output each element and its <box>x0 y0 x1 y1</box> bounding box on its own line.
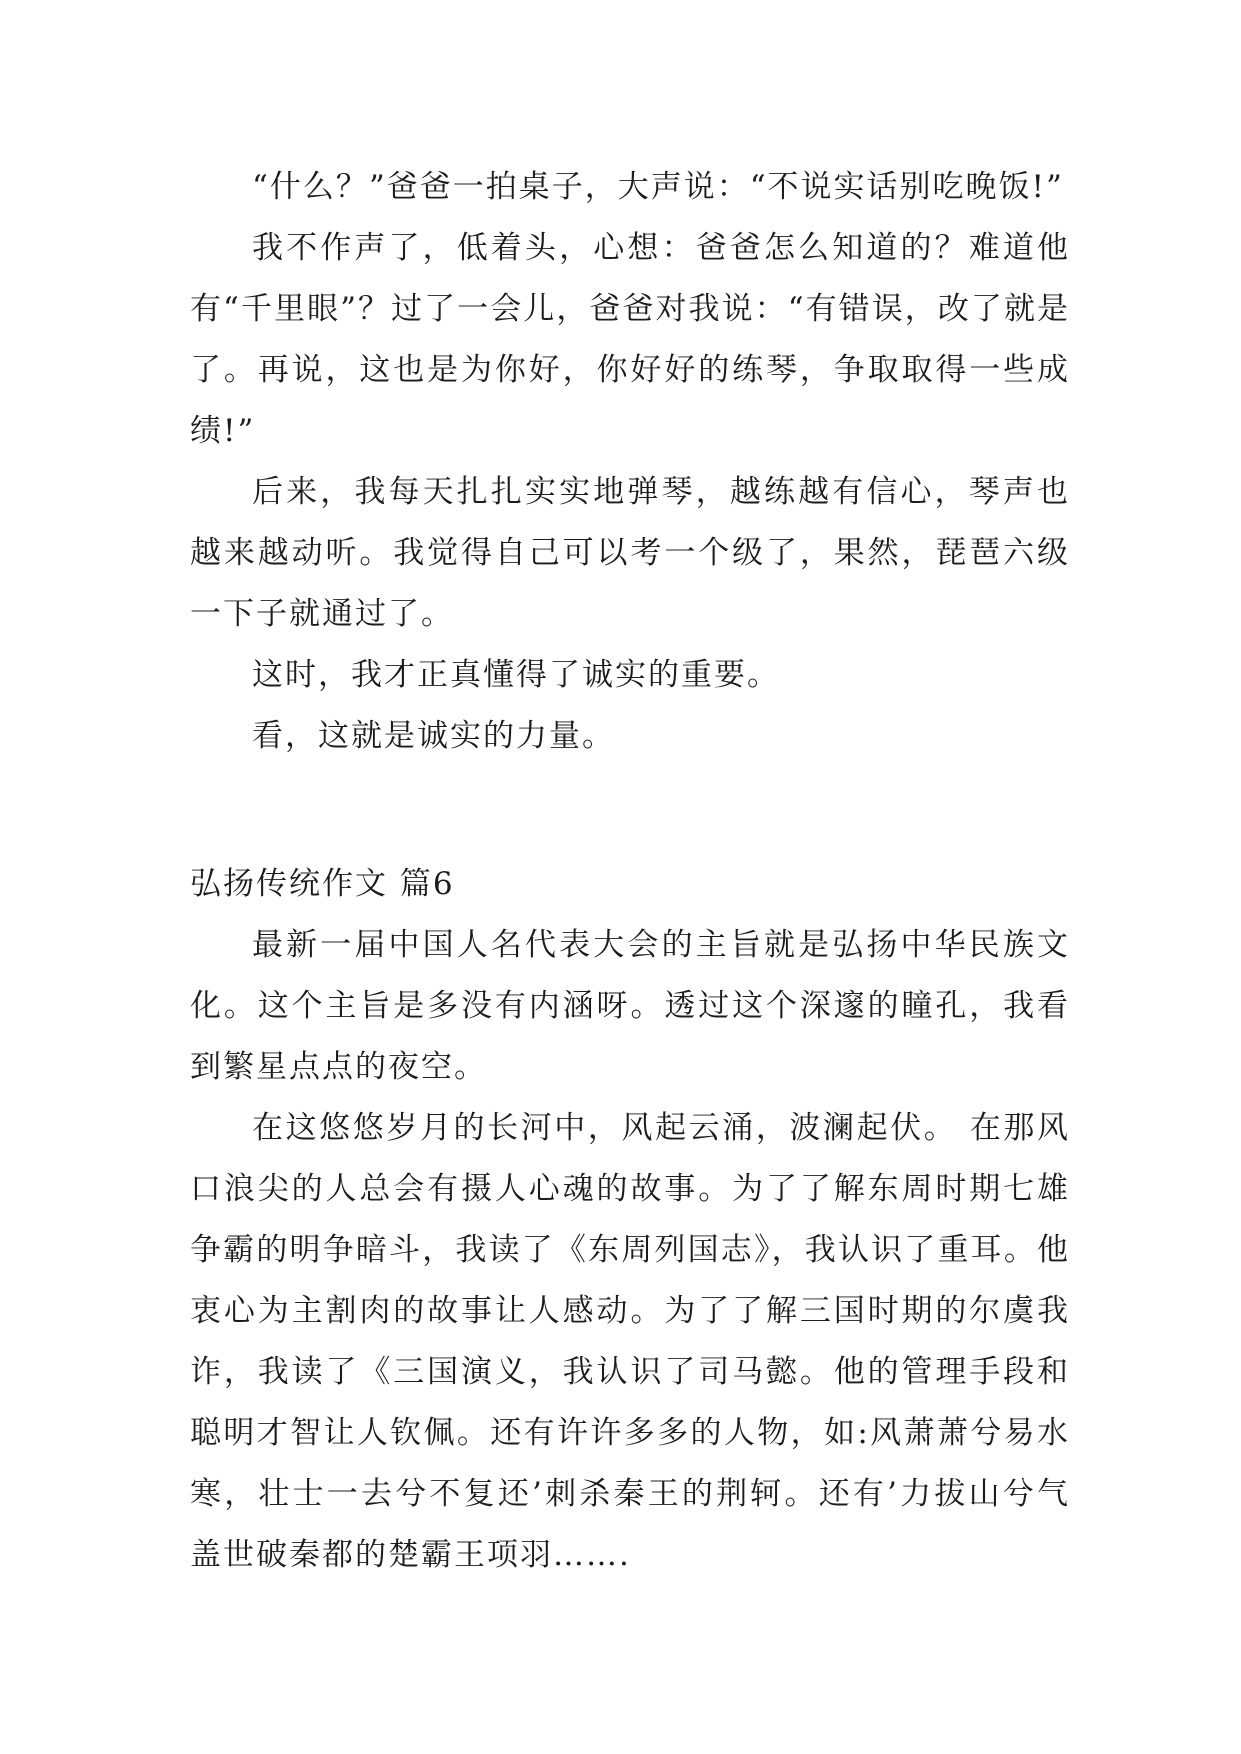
paragraph: 最新一届中国人名代表大会的主旨就是弘扬中华民族文化。这个主旨是多没有内涵呀。透过这个深邃的瞳孔，我看到繁星点点的夜空。 <box>190 927 1070 1085</box>
section-heading: 弘扬传统作文 篇6 <box>190 866 455 902</box>
essay-section-1 <box>190 157 1070 767</box>
essay-section-2 <box>190 854 1070 1586</box>
paragraph: 后来，我每天扎扎实实地弹琴，越练越有信心，琴声也越来越动听。我觉得自己可以考一个级了，果然，琵琶六级一下子就通过了。 <box>190 474 1070 632</box>
paragraph: 在这悠悠岁月的长河中，风起云涌，波澜起伏。 在那风口浪尖的人总会有摄人心魂的故事。为了了解东周时期七雄争霸的明争暗斗，我读了《东周列国志》，我认识了重耳。他衷心为主割肉的故事让人感动。为了了解三国时期的尔虞我诈，我读了《三国演义，我认识了司马懿。他的管理手段和聪明才智让人钦佩。还有许许多多的人物，如:风萧萧兮易水寒，壮士一去兮不复还’刺杀秦王的荆轲。还有’力拔山兮气盖世破秦都的楚霸王项羽……. <box>190 1110 1070 1573</box>
paragraph: “什么？”爸爸一拍桌子，大声说：“不说实话别吃晚饭!” <box>252 169 1064 205</box>
paragraph: 这时，我才正真懂得了诚实的重要。 <box>252 657 780 693</box>
paragraph: 我不作声了，低着头，心想：爸爸怎么知道的？难道他有“千里眼”？过了一会儿，爸爸对我说：“有错误，改了就是了。再说，这也是为你好，你好好的练琴，争取取得一些成绩!” <box>190 230 1070 449</box>
paragraph: 看，这就是诚实的力量。 <box>252 718 615 754</box>
